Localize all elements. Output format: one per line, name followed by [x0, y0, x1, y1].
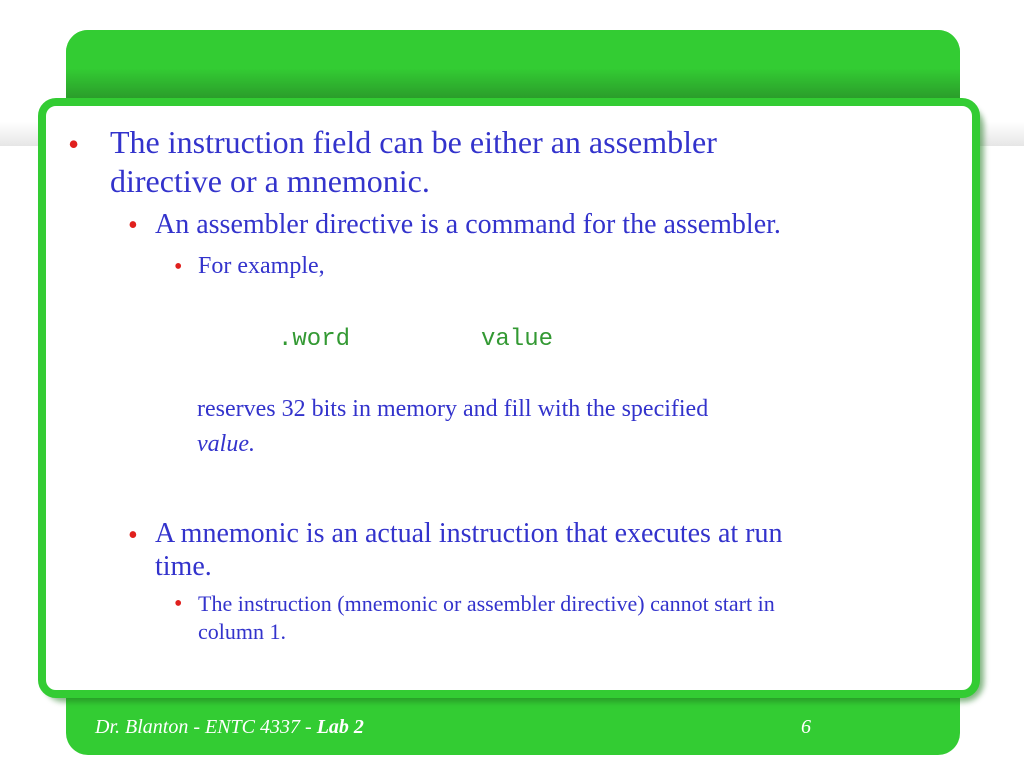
- bullet-text-continued: directive or a mnemonic.: [110, 163, 430, 199]
- sub-sub-bullet-marker: •: [174, 591, 183, 617]
- back-panel-shade: [66, 30, 960, 100]
- bullet-text: The instruction field can be either an assembler: [110, 124, 717, 160]
- sub-sub-bullet-text: The instruction (mnemonic or assembler directive) cannot start in: [198, 591, 775, 616]
- sub-bullet-text: A mnemonic is an actual instruction that executes at run: [155, 518, 783, 549]
- footer-label: [95, 716, 364, 739]
- sub-bullet-text: An assembler directive is a command for the assembler.: [155, 209, 781, 240]
- code-value: value: [481, 326, 554, 353]
- sub-bullet-marker: •: [128, 210, 138, 241]
- code-directive: .word: [278, 326, 351, 353]
- footer-bold: Lab 2: [316, 716, 364, 738]
- sub-bullet-text-continued: time.: [155, 551, 212, 582]
- page-number: 6: [801, 716, 811, 738]
- description-text-continued: value.: [197, 431, 255, 457]
- sub-sub-bullet-text: For example,: [198, 253, 325, 279]
- sub-sub-bullet-text-continued: column 1.: [198, 619, 286, 644]
- sub-bullet-marker: •: [128, 520, 138, 551]
- description-text: reserves 32 bits in memory and fill with the specified: [197, 396, 709, 422]
- sub-sub-bullet-marker: •: [174, 254, 183, 280]
- bullet-marker: •: [68, 126, 80, 162]
- footer-text: Dr. Blanton - ENTC 4337 -: [95, 716, 317, 738]
